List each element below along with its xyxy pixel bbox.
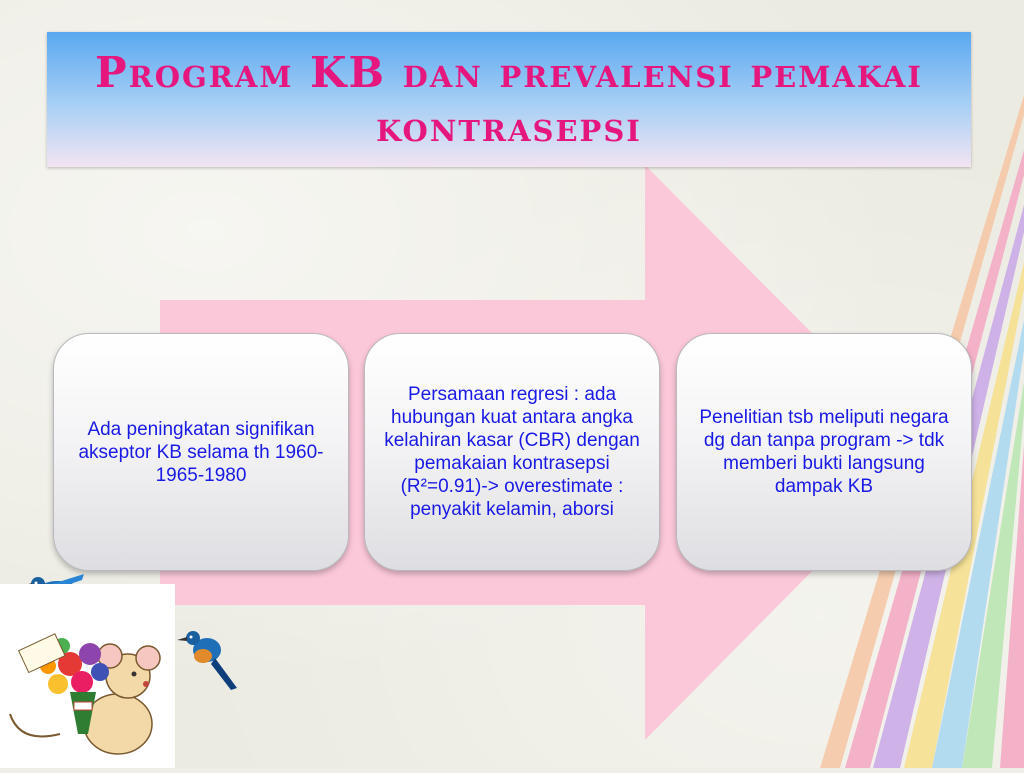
step-card-3: [676, 333, 972, 571]
step-card-text: Ada peningkatan signifikan akseptor KB selama th 1960-1965-1980: [78, 418, 324, 486]
title-banner: [47, 32, 971, 167]
step-card-2: [364, 333, 660, 571]
step-card-text: Penelitian tsb meliputi negara dg dan tanpa program -> tdk memberi bukti langsung dampak KB: [699, 407, 949, 497]
step-card-text: Persamaan regresi : ada hubungan kuat antara angka kelahiran kasar (CBR) dengan pemakaian kontrasepsi (R²=0.91)-> overestimate : penyakit kelamin, aborsi: [384, 384, 640, 520]
slide-title: Program KB dan prevalensi pemakai kontrasepsi: [95, 47, 923, 151]
thank-you-mouse-icon: [0, 584, 175, 768]
kingfisher-icon: [175, 622, 245, 692]
clipart-panel: [0, 584, 175, 768]
step-card-1: [53, 333, 349, 571]
